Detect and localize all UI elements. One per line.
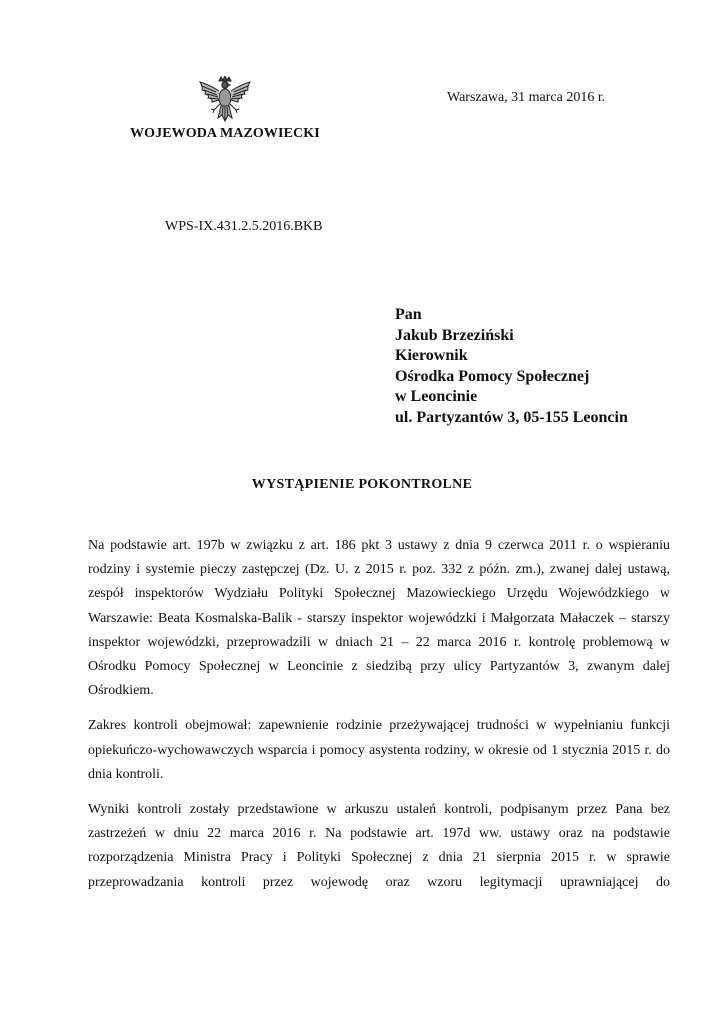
recipient-position: Kierownik (395, 347, 468, 364)
document-date: Warszawa, 31 marca 2016 r. (447, 90, 606, 105)
document-title: WYSTĄPIENIE POKONTROLNE (251, 477, 473, 492)
reference-number: WPS-IX.431.2.5.2016.BKB (165, 219, 323, 234)
recipient-organization: Ośrodka Pomocy Społecznej (395, 367, 590, 385)
issuing-authority: WOJEWODA MAZOWIECKI (130, 126, 320, 141)
body-paragraph-scope: Zakres kontroli obejmował: zapewnienie rodzinie przeżywającej trudności w wypełnianiu funkcji opiekuńczo-wychowawczych wsparcia i pomocy asystenta rodziny, w okresie od 1 stycznia 2015 r. do dnia kontroli. (88, 718, 670, 782)
recipient-salutation: Pan (395, 306, 422, 323)
recipient-street-address: ul. Partyzantów 3, 05-155 Leoncin (395, 408, 628, 426)
recipient-locality: w Leoncinie (395, 388, 478, 405)
body-paragraph-legal-basis: Na podstawie art. 197b w związku z art. 186 pkt 3 ustawy z dnia 9 czerwca 2011 r. o wspieraniu rodziny i systemie pieczy zastępczej (Dz. U. z 2015 r. poz. 332 z późn. zm.), zwanej dalej ustawą, zespół inspektorów Wydziału Polityki Społecznej Mazowieckiego Urzędu Wojewódzkiego w Warszawie: Beata Kosmalska-Balik - starszy inspektor wojewódzki i Małgorzata Małaczek – starszy inspektor wojewódzki, przeprowadzili w dniach 21 – 22 marca 2016 r. kontrolę problemową w Ośrodku Pomocy Społecznej w Leoncinie z siedzibą przy ulicy Partyzantów 3, zwanym dalej Ośrodkiem. (88, 538, 670, 699)
recipient-name: Jakub Brzeziński (395, 326, 514, 344)
polish-eagle-emblem-icon (196, 76, 254, 128)
recipient-address-block (395, 305, 628, 428)
document-body (88, 534, 670, 906)
body-paragraph-results: Wyniki kontroli zostały przedstawione w arkuszu ustaleń kontroli, podpisanym przez Pana bez zastrzeżeń w dniu 22 marca 2016 r. Na podstawie art. 197d ww. ustawy oraz na podstawie rozporządzenia Ministra Pracy i Polityki Społecznej z dnia 21 sierpnia 2015 r. w sprawie przeprowadzania kontroli przez wojewodę oraz wzoru legitymacji uprawniającej do (88, 802, 670, 890)
